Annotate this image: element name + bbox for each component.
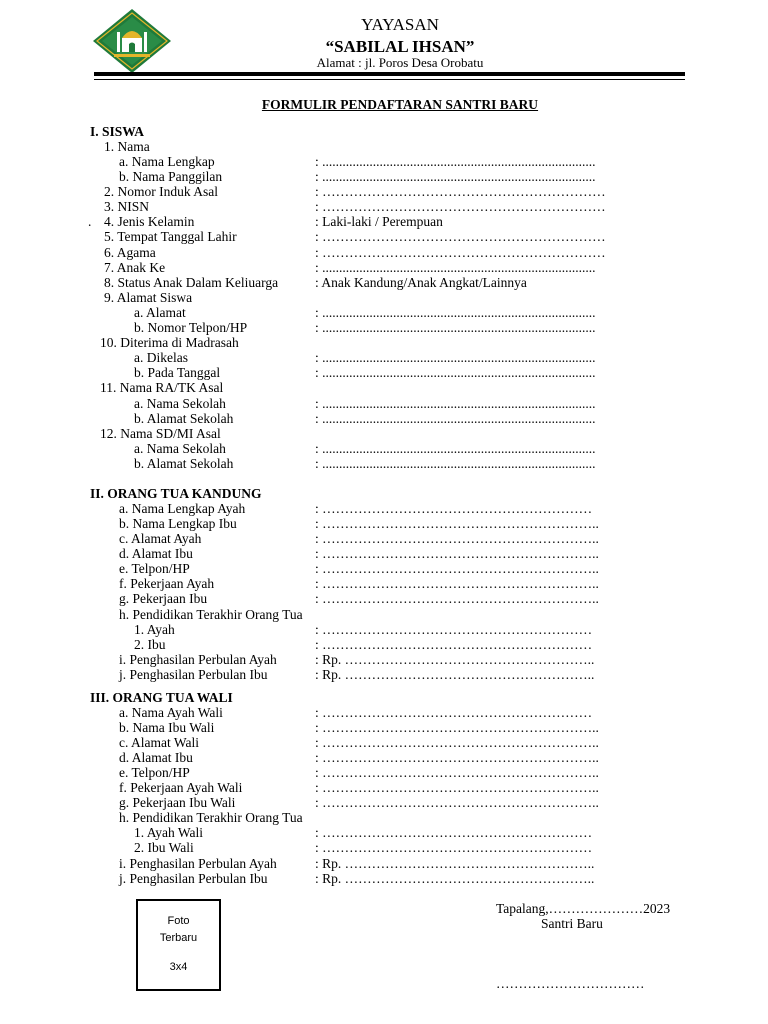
field-label: a. Dikelas [134, 350, 188, 365]
field-label: 8. Status Anak Dalam Keliuarga [104, 275, 279, 290]
form-row [0, 516, 768, 531]
field-label: f. Pekerjaan Ayah Wali [119, 780, 243, 795]
field-value[interactable]: : …………………………………………………… [315, 501, 593, 516]
form-row [0, 720, 768, 735]
field-label: 12. Nama SD/MI Asal [100, 426, 221, 441]
section-siswa-heading: I. SISWA [90, 124, 145, 139]
form-row [0, 320, 768, 335]
field-label: i. Penghasilan Perbulan Ayah [119, 652, 277, 667]
row-prefix-mark: . [88, 214, 92, 229]
form-row [0, 856, 768, 871]
photo-size-label: 3x4 [169, 961, 188, 973]
field-value[interactable]: : ……………………………………………………… [315, 184, 606, 199]
field-label: j. Penghasilan Perbulan Ibu [119, 871, 268, 886]
field-value[interactable]: : ……………………………………………………… [315, 229, 606, 244]
field-label: h. Pendidikan Terakhir Orang Tua [119, 810, 303, 825]
field-label: j. Penghasilan Perbulan Ibu [119, 667, 268, 682]
field-value[interactable]: : ................................................................................. [315, 411, 596, 426]
field-label: a. Nama Sekolah [134, 396, 226, 411]
field-value[interactable]: : …………………………………………………….. [315, 591, 599, 606]
section-wali-heading: III. ORANG TUA WALI [90, 690, 233, 705]
form-row [0, 169, 768, 184]
form-row [0, 561, 768, 576]
form-row [0, 795, 768, 810]
form-row [0, 652, 768, 667]
field-value[interactable]: : ................................................................................. [315, 365, 596, 380]
field-label: a. Nama Sekolah [134, 441, 226, 456]
form-row [0, 290, 768, 305]
field-label: e. Telpon/HP [119, 765, 190, 780]
field-value[interactable]: : …………………………………………………….. [315, 765, 599, 780]
form-row [0, 199, 768, 214]
field-label: g. Pekerjaan Ibu [119, 591, 208, 606]
field-label: 1. Ayah [134, 622, 175, 637]
field-value[interactable]: : ................................................................................. [315, 260, 596, 275]
field-value[interactable]: : …………………………………………………….. [315, 780, 599, 795]
form-row [0, 667, 768, 682]
field-label: 4. Jenis Kelamin [104, 214, 195, 229]
field-label: 5. Tempat Tanggal Lahir [104, 229, 237, 244]
field-label: 1. Nama [104, 139, 150, 154]
field-label: c. Alamat Ayah [119, 531, 202, 546]
form-row [0, 735, 768, 750]
field-label: b. Nama Lengkap Ibu [119, 516, 237, 531]
form-row [0, 229, 768, 244]
form-row [0, 426, 768, 441]
form-row [0, 184, 768, 199]
form-row [0, 441, 768, 456]
field-label: 2. Nomor Induk Asal [104, 184, 218, 199]
field-label: a. Nama Lengkap Ayah [119, 501, 246, 516]
form-row [0, 365, 768, 380]
form-row [0, 380, 768, 395]
field-value[interactable]: : …………………………………………………….. [315, 735, 599, 750]
field-value[interactable]: : …………………………………………………….. [315, 531, 599, 546]
form-row [0, 214, 768, 229]
field-label: d. Alamat Ibu [119, 750, 193, 765]
field-label: 6. Agama [104, 245, 156, 260]
form-row [0, 765, 768, 780]
field-value[interactable]: : ................................................................................. [315, 396, 596, 411]
photo-label-line2: Terbaru [159, 932, 198, 944]
field-value[interactable]: : ……………………………………………………… [315, 245, 606, 260]
field-label: b. Alamat Sekolah [134, 456, 234, 471]
field-value[interactable]: : Rp. ……………………………………………….. [315, 652, 595, 667]
form-row [0, 260, 768, 275]
form-row [0, 501, 768, 516]
form-row [0, 531, 768, 546]
form-row [0, 275, 768, 290]
field-label: 2. Ibu Wali [134, 840, 194, 855]
form-row [0, 456, 768, 471]
field-label: 7. Anak Ke [104, 260, 166, 275]
field-label: b. Nomor Telpon/HP [134, 320, 248, 335]
field-label: 2. Ibu [134, 637, 166, 652]
form-row [0, 546, 768, 561]
field-value[interactable]: : …………………………………………………… [315, 705, 593, 720]
field-value[interactable]: : ................................................................................. [315, 350, 596, 365]
field-value[interactable]: : …………………………………………………….. [315, 546, 599, 561]
field-value[interactable]: : ................................................................................. [315, 456, 596, 471]
field-value[interactable]: : Anak Kandung/Anak Angkat/Lainnya [315, 275, 527, 290]
organization-name: YAYASAN [361, 15, 439, 34]
field-value[interactable]: : …………………………………………………….. [315, 516, 599, 531]
form-row [0, 411, 768, 426]
form-row [0, 335, 768, 350]
field-label: 9. Alamat Siswa [104, 290, 193, 305]
field-label: b. Nama Panggilan [119, 169, 223, 184]
field-value[interactable]: : ……………………………………………………… [315, 199, 606, 214]
field-value[interactable]: : …………………………………………………… [315, 637, 593, 652]
field-label: h. Pendidikan Terakhir Orang Tua [119, 607, 303, 622]
form-row [0, 637, 768, 652]
field-value[interactable]: : …………………………………………………….. [315, 576, 599, 591]
field-label: 10. Diterima di Madrasah [100, 335, 239, 350]
field-value[interactable]: : Rp. ……………………………………………….. [315, 871, 595, 886]
field-label: 3. NISN [104, 199, 150, 214]
field-label: a. Alamat [134, 305, 186, 320]
form-row [0, 780, 768, 795]
field-label: c. Alamat Wali [119, 735, 200, 750]
field-value[interactable]: : ................................................................................. [315, 305, 596, 320]
field-label: b. Pada Tanggal [134, 365, 221, 380]
form-row [0, 810, 768, 825]
field-value[interactable]: : ................................................................................. [315, 441, 596, 456]
form-row [0, 305, 768, 320]
header-divider-thin [94, 79, 685, 80]
field-label: i. Penghasilan Perbulan Ayah [119, 856, 277, 871]
field-value[interactable]: : …………………………………………………….. [315, 720, 599, 735]
field-label: 1. Ayah Wali [134, 825, 204, 840]
form-title: FORMULIR PENDAFTARAN SANTRI BARU [261, 97, 539, 112]
form-row [0, 705, 768, 720]
field-label: 11. Nama RA/TK Asal [100, 380, 224, 395]
form-row [0, 591, 768, 606]
photo-placeholder-box [136, 899, 221, 991]
form-row [0, 750, 768, 765]
form-row [0, 607, 768, 622]
form-row [0, 576, 768, 591]
field-value[interactable]: : …………………………………………………….. [315, 561, 599, 576]
field-value[interactable]: : …………………………………………………… [315, 825, 593, 840]
header-divider-thick [94, 72, 685, 76]
signature-place-date: Tapalang,…………………2023 [496, 901, 671, 916]
field-label: g. Pekerjaan Ibu Wali [119, 795, 236, 810]
signature-name-line: …………………………… [496, 976, 645, 991]
field-label: e. Telpon/HP [119, 561, 190, 576]
form-row [0, 350, 768, 365]
form-row [0, 245, 768, 260]
form-row [0, 871, 768, 886]
field-value[interactable]: : ................................................................................. [315, 154, 596, 169]
field-label: b. Nama Ibu Wali [119, 720, 215, 735]
field-label: b. Alamat Sekolah [134, 411, 234, 426]
field-label: d. Alamat Ibu [119, 546, 193, 561]
field-label: a. Nama Lengkap [119, 154, 215, 169]
form-row [0, 840, 768, 855]
field-value[interactable]: : …………………………………………………… [315, 840, 593, 855]
field-value[interactable]: : Rp. ……………………………………………….. [315, 667, 595, 682]
field-label: f. Pekerjaan Ayah [119, 576, 215, 591]
form-row [0, 825, 768, 840]
field-value[interactable]: : ................................................................................. [315, 169, 596, 184]
photo-label-line1: Foto [167, 915, 190, 927]
form-row [0, 622, 768, 637]
signature-role: Santri Baru [541, 916, 603, 931]
field-label: a. Nama Ayah Wali [119, 705, 223, 720]
field-value[interactable]: : Rp. ……………………………………………….. [315, 856, 595, 871]
form-row [0, 139, 768, 154]
form-row [0, 154, 768, 169]
field-value[interactable]: : …………………………………………………….. [315, 795, 599, 810]
organization-title: “SABILAL IHSAN” [325, 37, 475, 56]
section-orang-tua-heading: II. ORANG TUA KANDUNG [90, 486, 262, 501]
field-value[interactable]: : Laki-laki / Perempuan [315, 214, 443, 229]
field-value[interactable]: : …………………………………………………… [315, 622, 593, 637]
field-value[interactable]: : …………………………………………………….. [315, 750, 599, 765]
form-row [0, 396, 768, 411]
organization-address: Alamat : jl. Poros Desa Orobatu [316, 55, 484, 70]
field-value[interactable]: : ................................................................................. [315, 320, 596, 335]
